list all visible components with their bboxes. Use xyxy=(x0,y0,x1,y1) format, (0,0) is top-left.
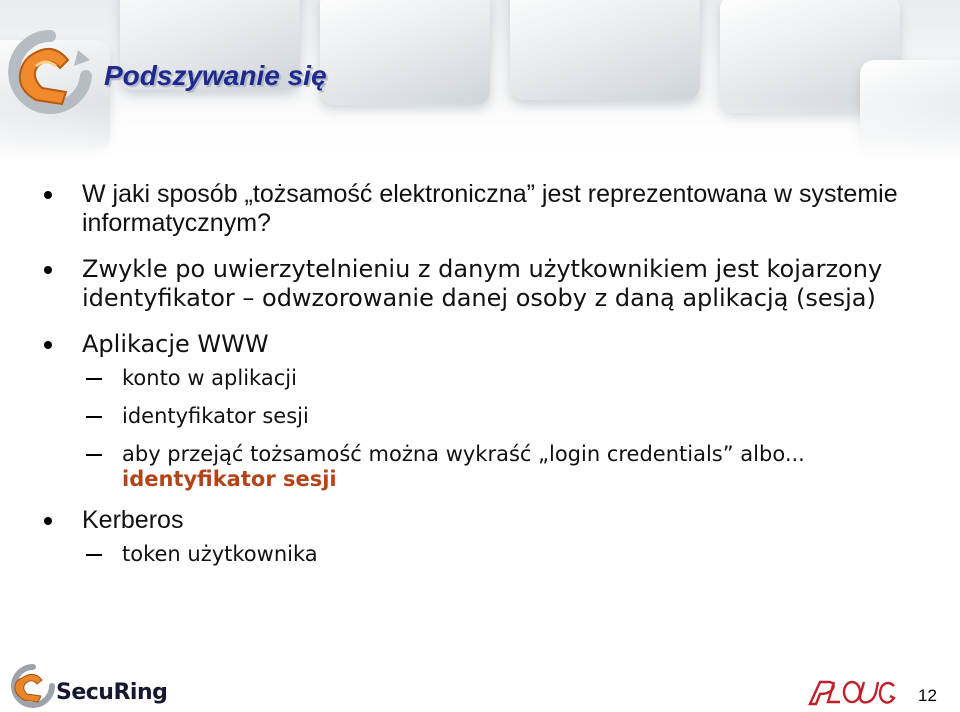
bullet-session-identifier: Zwykle po uwierzytelnieniu z danym użytkownikiem jest kojarzony identyfikator – odwzorowanie danej osoby z daną aplikacją (sesja) xyxy=(40,255,940,313)
slide-title: Podszywanie się xyxy=(104,60,327,91)
securing-footer-icon xyxy=(10,664,56,708)
web-apps-sublist xyxy=(40,366,940,492)
bullet-kerberos: Kerberos xyxy=(40,506,940,535)
slide-content xyxy=(40,180,940,581)
footer-brand: SecuRing xyxy=(56,680,168,705)
sub-bullet-user-token: token użytkownika xyxy=(40,542,940,567)
highlight-session-id: identyfikator sesji xyxy=(122,467,337,491)
steal-credentials-text: aby przejąć tożsamość można wykraść „login credentials” albo... xyxy=(122,442,805,466)
kerberos-sublist xyxy=(40,542,940,567)
ploug-logo-icon xyxy=(806,678,898,708)
bullet-web-apps: Aplikacje WWW xyxy=(40,330,940,359)
page-number: 12 xyxy=(918,686,937,705)
securing-logo-icon xyxy=(8,30,92,122)
sub-bullet-account: konto w aplikacji xyxy=(40,366,940,391)
sub-bullet-session-id: identyfikator sesji xyxy=(40,404,940,429)
bullet-identity-question: W jaki sposób „tożsamość elektroniczna” jest reprezentowana w systemie informatycznym? xyxy=(40,180,940,238)
sub-bullet-steal-credentials xyxy=(40,442,940,492)
